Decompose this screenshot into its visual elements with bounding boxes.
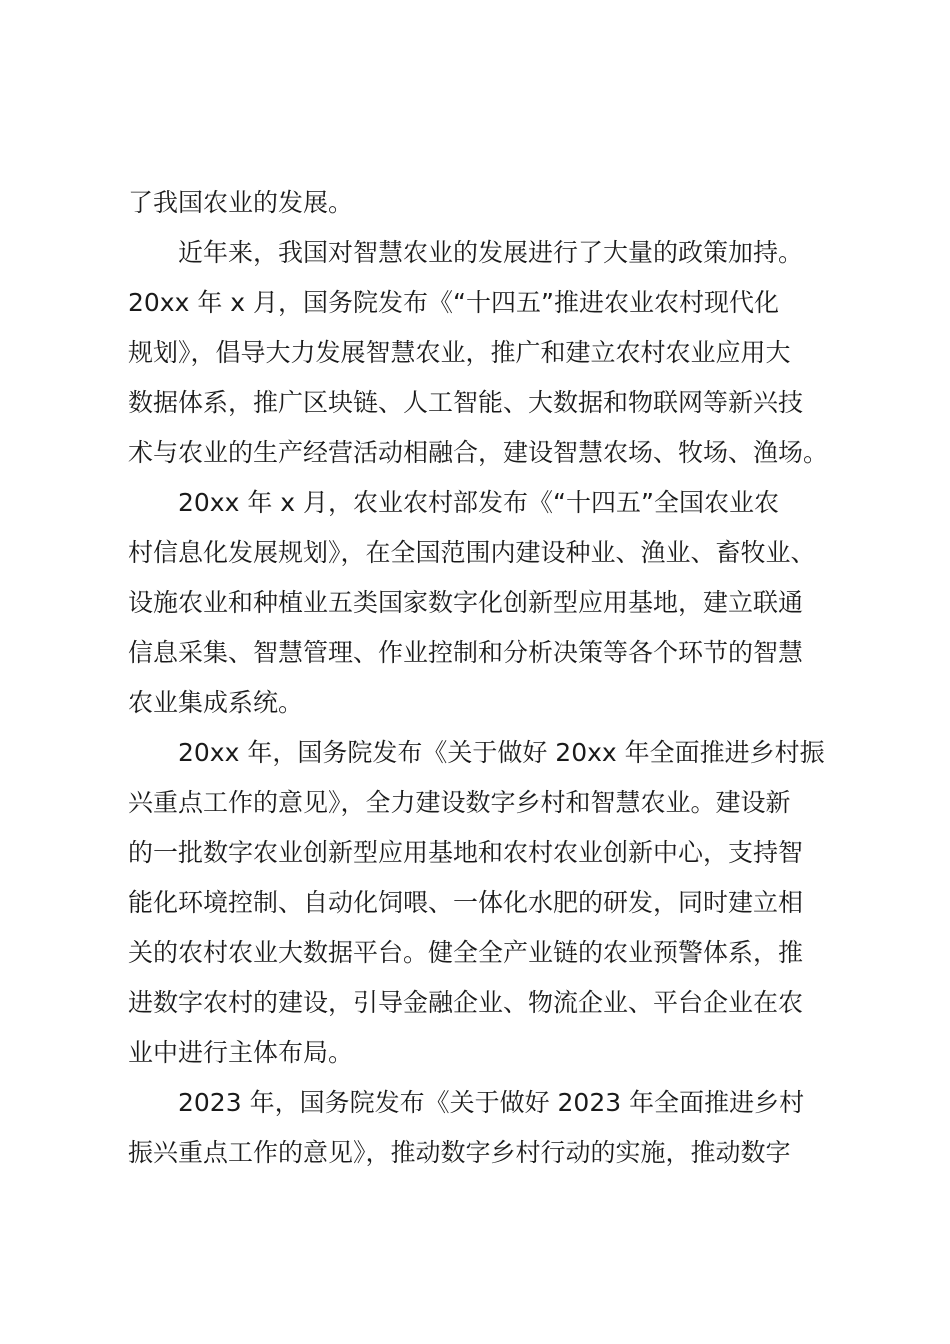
text-line: 信息采集、智慧管理、作业控制和分析决策等各个环节的智慧	[128, 638, 804, 667]
text-line: 关的农村农业大数据平台。健全全产业链的农业预警体系，推	[128, 938, 804, 967]
text-line: 数据体系，推广区块链、人工智能、大数据和物联网等新兴技	[128, 388, 804, 417]
text-line: 进数字农村的建设，引导金融企业、物流企业、平台企业在农	[128, 988, 804, 1017]
text-line: 20xx 年 x 月，国务院发布《“十四五”推进农业农村现代化	[128, 288, 779, 317]
paragraph-first-line: 20xx 年 x 月，农业农村部发布《“十四五”全国农业农	[178, 488, 779, 517]
text-line: 了我国农业的发展。	[128, 188, 354, 217]
text-line: 振兴重点工作的意见》，推动数字乡村行动的实施，推动数字	[128, 1138, 791, 1167]
text-line: 设施农业和种植业五类国家数字化创新型应用基地，建立联通	[128, 588, 804, 617]
text-line: 村信息化发展规划》，在全国范围内建设种业、渔业、畜牧业、	[128, 538, 816, 567]
text-line: 的一批数字农业创新型应用基地和农村农业创新中心，支持智	[128, 838, 804, 867]
text-line: 兴重点工作的意见》，全力建设数字乡村和智慧农业。建设新	[128, 788, 791, 817]
text-line: 业中进行主体布局。	[128, 1038, 354, 1067]
text-line: 术与农业的生产经营活动相融合，建设智慧农场、牧场、渔场。	[128, 438, 829, 467]
text-line: 农业集成系统。	[128, 688, 304, 717]
paragraph-first-line: 近年来，我国对智慧农业的发展进行了大量的政策加持。	[178, 238, 804, 267]
text-line: 能化环境控制、自动化饲喂、一体化水肥的研发，同时建立相	[128, 888, 804, 917]
text-line: 规划》，倡导大力发展智慧农业，推广和建立农村农业应用大	[128, 338, 791, 367]
body-text	[128, 178, 843, 1178]
paragraph-first-line: 2023 年，国务院发布《关于做好 2023 年全面推进乡村	[178, 1088, 805, 1117]
paragraph-first-line: 20xx 年，国务院发布《关于做好 20xx 年全面推进乡村振	[178, 738, 825, 767]
